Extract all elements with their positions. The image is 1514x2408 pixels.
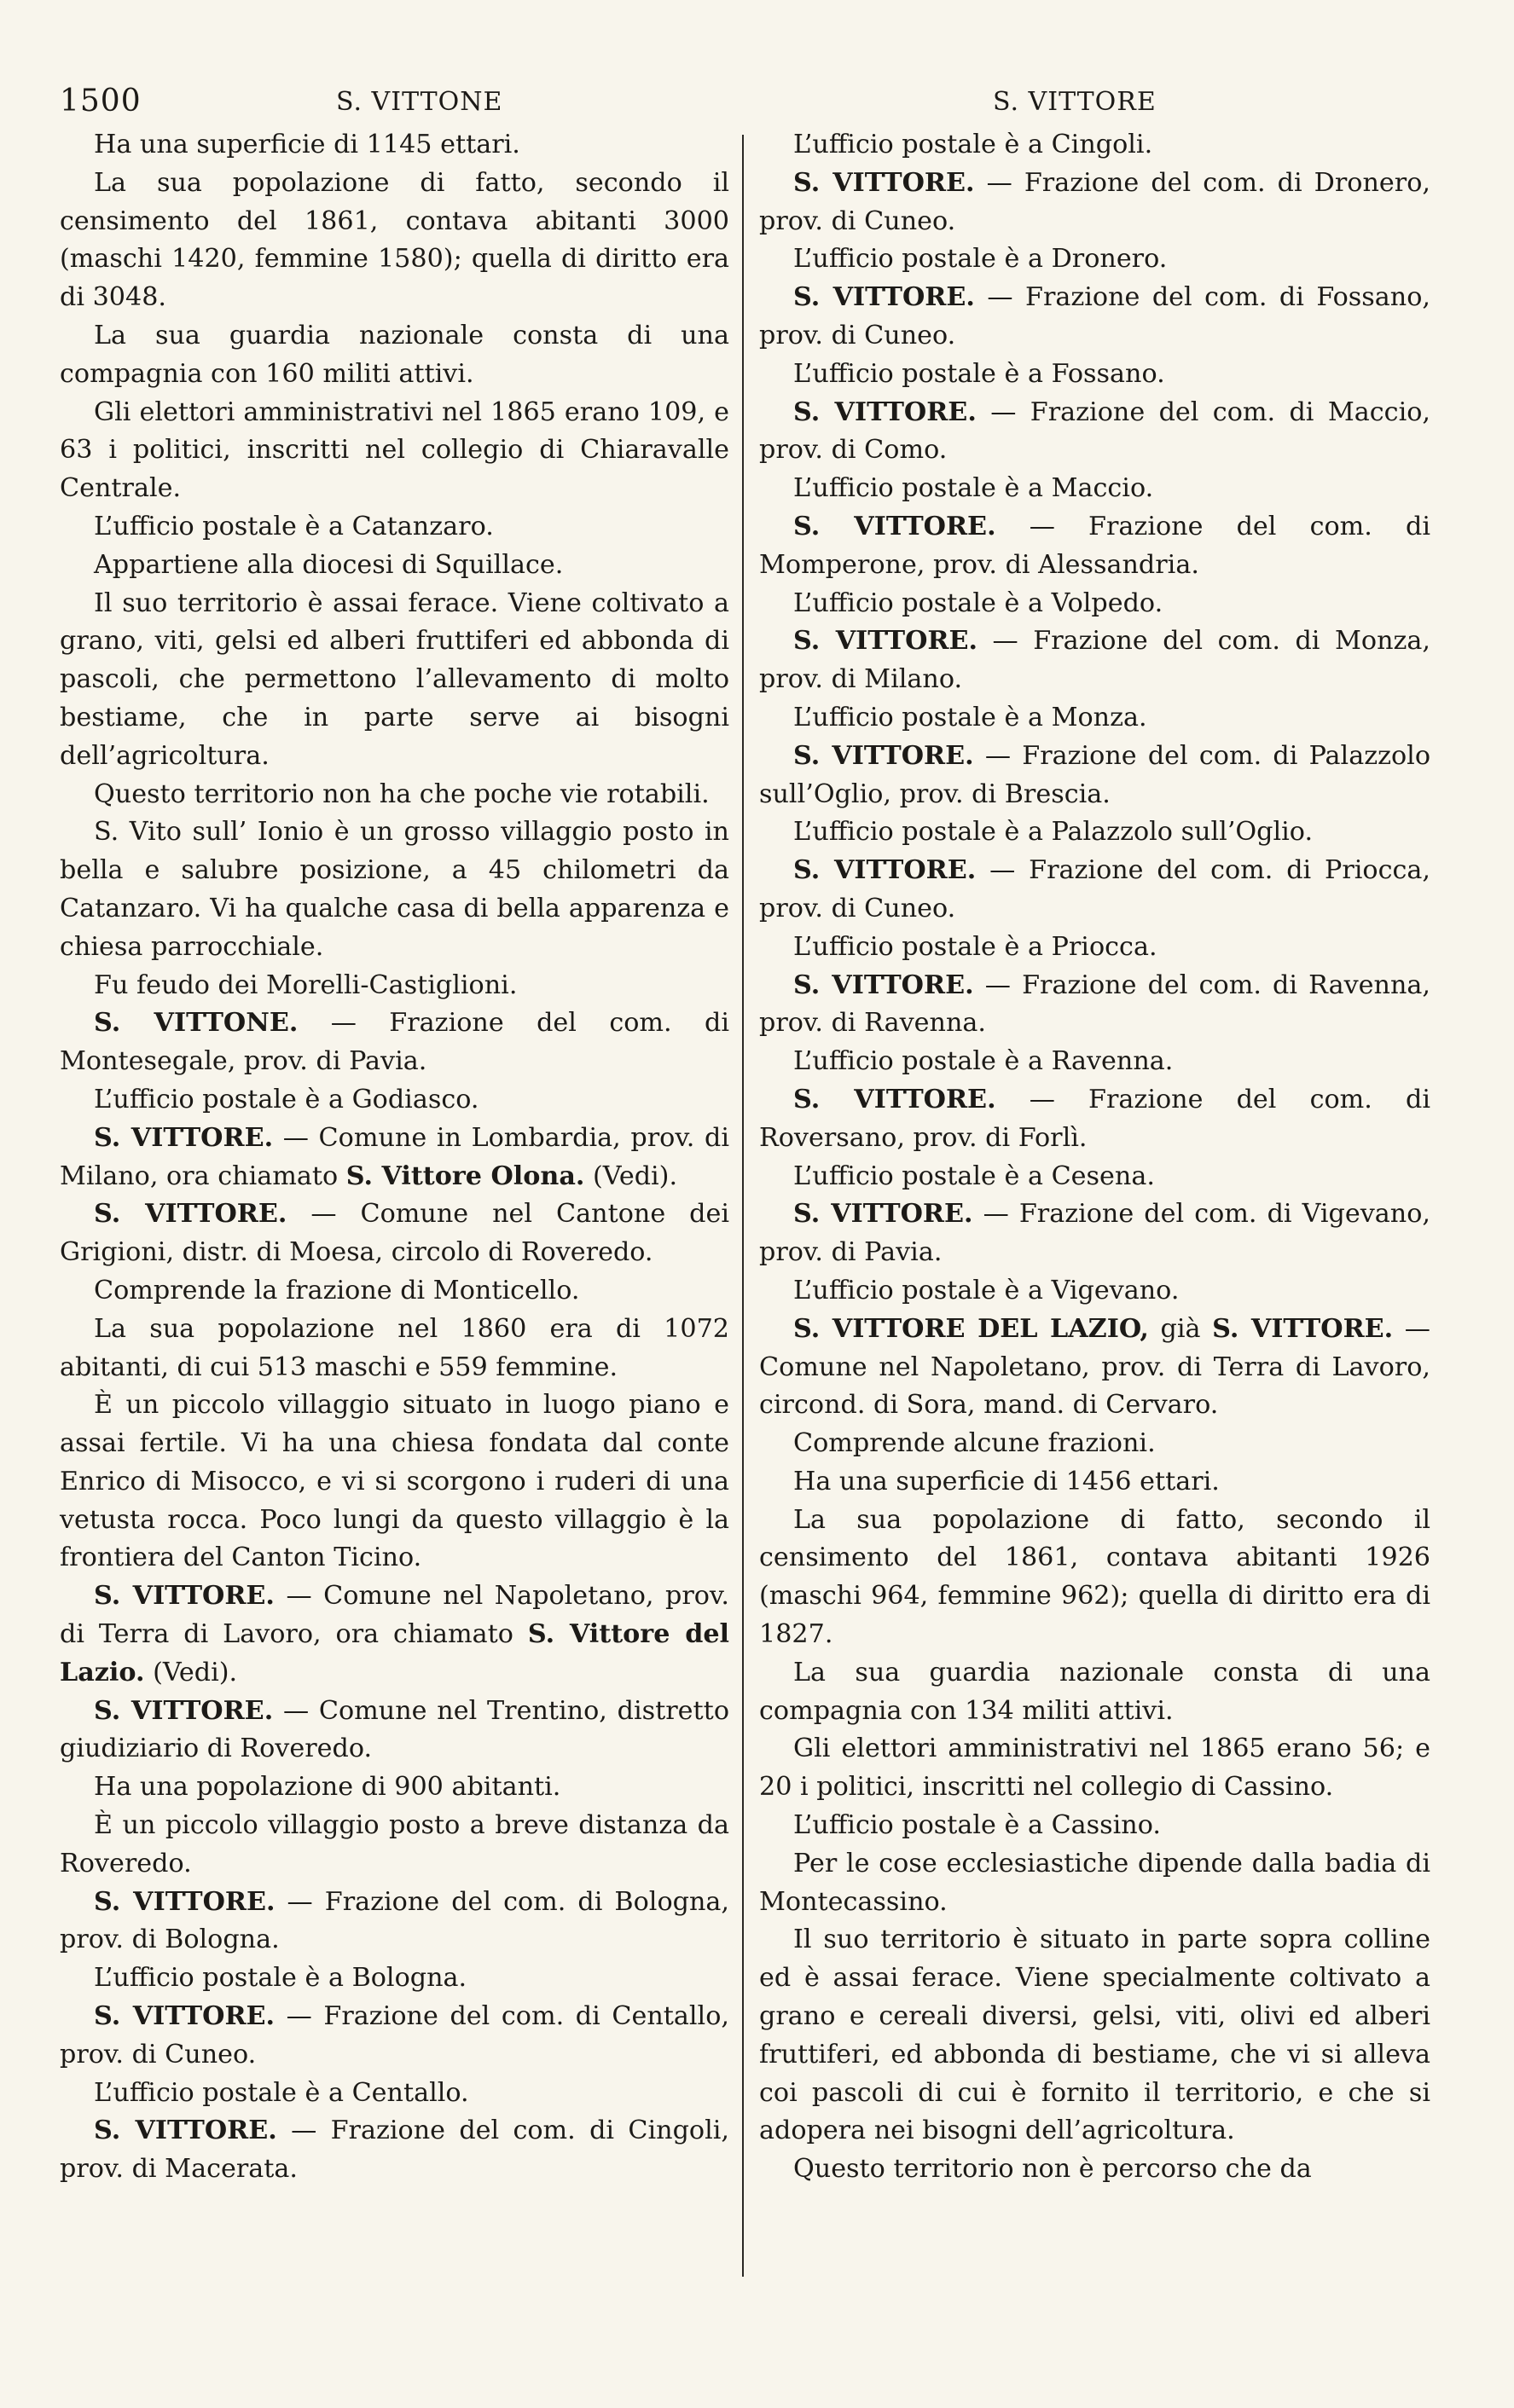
entry-paragraph	[60, 1195, 729, 1272]
entry-headword: S. VITTORE.	[94, 1199, 287, 1230]
entry-headword: S. VITTORE.	[94, 1122, 274, 1153]
text-paragraph	[60, 1081, 729, 1120]
entry-text: — Frazione del com. di Vigevano, prov. di Pavia.	[759, 1199, 1430, 1268]
entry-paragraph	[759, 394, 1430, 471]
entry-paragraph	[759, 967, 1430, 1044]
entry-text: L’ufficio postale è a Vigevano.	[793, 1275, 1180, 1305]
entry-headword: S. VITTORE.	[94, 2116, 277, 2146]
entry-headword: S. VITTORE.	[94, 1581, 275, 1612]
text-paragraph	[60, 776, 729, 814]
entry-text: — Frazione del com. di Bologna, prov. di Bologna.	[60, 1886, 729, 1955]
column-divider	[742, 135, 744, 2277]
text-paragraph	[60, 1807, 729, 1884]
text-paragraph	[759, 1730, 1430, 1807]
text-paragraph	[759, 356, 1430, 394]
entry-headword: S. VITTORE.	[94, 2001, 276, 2032]
cross-reference: S. Vittore del Lazio.	[60, 1619, 729, 1687]
text-paragraph	[60, 2075, 729, 2113]
entry-paragraph	[759, 279, 1430, 356]
entry-text: La sua popolazione di fatto, secondo il censimento del 1861, contava abitanti 3000 (maschi 1420, femmine 1580); quella di diritto era di 3048.	[60, 167, 729, 313]
text-paragraph	[759, 1043, 1430, 1081]
entry-headword: S. VITTORE DEL LAZIO,	[793, 1313, 1149, 1344]
text-paragraph	[60, 1386, 729, 1577]
text-paragraph	[60, 1768, 729, 1807]
text-paragraph	[759, 1845, 1430, 1922]
entry-text: L’ufficio postale è a Palazzolo sull’Oglio.	[793, 817, 1314, 848]
entry-text: già	[1148, 1313, 1213, 1344]
entry-text: La sua popolazione di fatto, secondo il censimento del 1861, contava abitanti 1926 (maschi 964, femmine 962); quella di diritto era di 1827.	[759, 1504, 1430, 1650]
entry-text: L’ufficio postale è a Fossano.	[793, 358, 1165, 389]
entry-text: Il suo territorio è situato in parte sopra colline ed è assai ferace. Viene specialmente coltivato a grano e cereali diversi, gelsi, viti, olivi ed alberi fruttiferi, ed abbonda di bestiame, che vi si alleva coi pascoli di cui è fornito il territorio, e che si adopera nei bisogni dell’agricoltura.	[759, 1925, 1430, 2146]
entry-text: Il suo territorio è assai ferace. Viene coltivato a grano, viti, gelsi ed alberi fruttiferi ed abbonda di pascoli, che permettono l’allevamento di molto bestiame, che in parte serve ai bisogni dell’agricoltura.	[60, 588, 729, 771]
entry-text: — Comune nel Napoletano, prov. di Terra di Lavoro, ora chiamato	[60, 1581, 729, 1650]
text-paragraph	[60, 1311, 729, 1387]
text-paragraph	[759, 126, 1430, 165]
cross-reference: S. Vittore Olona.	[345, 1161, 585, 1191]
text-paragraph	[759, 1158, 1430, 1196]
text-paragraph	[759, 699, 1430, 738]
entry-text: — Frazione del com. di Centallo, prov. di Cuneo.	[60, 2001, 729, 2069]
entry-text: Ha una superficie di 1456 ettari.	[793, 1466, 1220, 1496]
running-head-right: S. VITTORE	[993, 87, 1157, 117]
entry-paragraph	[759, 508, 1430, 585]
entry-headword: S. VITTORE.	[793, 511, 996, 541]
entry-text: L’ufficio postale è a Dronero.	[793, 244, 1168, 275]
entry-text: — Frazione del com. di Montesegale, prov. di Pavia.	[60, 1008, 729, 1077]
text-paragraph	[759, 470, 1430, 508]
entry-headword: S. VITTORE.	[793, 740, 974, 771]
entry-headword: S. VITTORE.	[94, 1695, 274, 1726]
entry-headword: S. VITTORE.	[793, 855, 977, 886]
entry-headword: S. VITTORE.	[793, 626, 977, 657]
text-paragraph	[60, 1959, 729, 1998]
entry-text: È un piccolo villaggio posto a breve distanza da Roveredo.	[60, 1810, 729, 1878]
entry-text: L’ufficio postale è a Monza.	[793, 702, 1147, 732]
entry-paragraph	[60, 1998, 729, 2075]
entry-text: Fu feudo dei Morelli-Castiglioni.	[94, 970, 518, 1000]
entry-text: — Comune nel Cantone dei Grigioni, distr. di Moesa, circolo di Roveredo.	[60, 1199, 729, 1268]
entry-paragraph	[60, 2112, 729, 2189]
entry-paragraph	[759, 622, 1430, 699]
entry-text: — Comune nel Trentino, distretto giudiziario di Roveredo.	[60, 1695, 729, 1764]
text-paragraph	[60, 508, 729, 547]
text-paragraph	[759, 813, 1430, 852]
entry-text: — Frazione del com. di Maccio, prov. di Como.	[759, 397, 1430, 466]
entry-text: La sua guardia nazionale consta di una compagnia con 160 militi attivi.	[60, 320, 729, 389]
entry-paragraph	[759, 1195, 1430, 1272]
entry-text: È un piccolo villaggio situato in luogo piano e assai fertile. Vi ha una chiesa fondata dal conte Enrico di Misocco, e vi si scorgono i ruderi di una vetusta rocca. Poco lungi da questo villaggio è la frontiera del Canton Ticino.	[60, 1390, 729, 1573]
entry-paragraph	[759, 165, 1430, 241]
entry-headword: S. VITTORE.	[793, 1084, 996, 1114]
text-paragraph	[60, 165, 729, 317]
entry-text: — Frazione del com. di Cingoli, prov. di Macerata.	[60, 2116, 729, 2185]
page-number: 1500	[60, 84, 142, 119]
text-paragraph	[60, 1272, 729, 1311]
entry-text: L’ufficio postale è a Cingoli.	[793, 130, 1153, 159]
entry-text: Comprende alcune frazioni.	[793, 1428, 1156, 1459]
entry-text: Ha una superficie di 1145 ettari.	[94, 130, 520, 159]
entry-text: (Vedi).	[584, 1161, 678, 1191]
entry-text: L’ufficio postale è a Godiasco.	[94, 1084, 479, 1114]
entry-text: Questo territorio non è percorso che da	[793, 2154, 1312, 2185]
entry-text: Appartiene alla diocesi di Squillace.	[94, 549, 564, 580]
text-paragraph	[759, 1502, 1430, 1654]
entry-text: — Frazione del com. di Dronero, prov. di Cuneo.	[759, 167, 1430, 236]
left-column	[60, 126, 729, 2189]
text-paragraph	[759, 1807, 1430, 1845]
entry-paragraph	[759, 852, 1430, 929]
entry-text: Gli elettori amministrativi nel 1865 erano 109, e 63 i politici, inscritti nel collegio di Chiaravalle Centrale.	[60, 397, 729, 504]
text-paragraph	[759, 1463, 1430, 1502]
entry-text: — Frazione del com. di Monza, prov. di Milano.	[759, 626, 1431, 695]
entry-text: L’ufficio postale è a Catanzaro.	[94, 511, 494, 541]
cross-reference: S. VITTORE.	[1212, 1313, 1394, 1344]
running-head-left: S. VITTONE	[336, 87, 503, 117]
entry-headword: S. VITTORE.	[94, 1886, 276, 1917]
entry-text: — Comune in Lombardia, prov. di Milano, ora chiamato	[60, 1122, 729, 1191]
entry-text: L’ufficio postale è a Cesena.	[793, 1161, 1155, 1191]
entry-text: — Frazione del com. di Fossano, prov. di Cuneo.	[759, 282, 1430, 350]
entry-text: Gli elettori amministrativi nel 1865 erano 56; e 20 i politici, inscritti nel collegio di Cassino.	[759, 1734, 1430, 1803]
entry-text: S. Vito sull’ Ionio è un grosso villaggio posto in bella e salubre posizione, a 45 chilometri da Catanzaro. Vi ha qualche casa di bella apparenza e chiesa parrocchiale.	[60, 817, 729, 962]
text-paragraph	[759, 2150, 1430, 2189]
text-paragraph	[60, 813, 729, 966]
entry-text: L’ufficio postale è a Maccio.	[793, 473, 1154, 504]
entry-text: — Frazione del com. di Ravenna, prov. di Ravenna.	[759, 970, 1430, 1039]
entry-text: Comprende la frazione di Monticello.	[94, 1275, 580, 1305]
entry-text: L’ufficio postale è a Cassino.	[793, 1810, 1161, 1841]
entry-text: L’ufficio postale è a Bologna.	[94, 1963, 467, 1994]
entry-headword: S. VITTORE.	[793, 397, 977, 427]
entry-text: La sua popolazione nel 1860 era di 1072 abitanti, di cui 513 maschi e 559 femmine.	[60, 1313, 729, 1382]
text-paragraph	[759, 1272, 1430, 1311]
entry-text: L’ufficio postale è a Ravenna.	[793, 1046, 1174, 1077]
entry-headword: S. VITTORE.	[793, 1199, 973, 1230]
entry-paragraph	[60, 1577, 729, 1692]
text-paragraph	[759, 929, 1430, 967]
text-paragraph	[60, 967, 729, 1005]
entry-text: — Comune nel Napoletano, prov. di Terra di Lavoro, circond. di Sora, mand. di Cervaro.	[759, 1313, 1430, 1421]
text-paragraph	[759, 1654, 1430, 1731]
text-paragraph	[759, 1921, 1430, 2150]
entry-headword: S. VITTONE.	[94, 1008, 299, 1039]
text-paragraph	[60, 547, 729, 585]
entry-text: L’ufficio postale è a Volpedo.	[793, 588, 1163, 618]
entry-text: Questo territorio non ha che poche vie rotabili.	[94, 779, 710, 809]
text-paragraph	[60, 317, 729, 394]
text-paragraph	[759, 585, 1430, 623]
entry-headword: S. VITTORE.	[793, 282, 975, 313]
entry-text: Ha una popolazione di 900 abitanti.	[94, 1772, 561, 1803]
entry-text: La sua guardia nazionale consta di una compagnia con 134 militi attivi.	[759, 1657, 1430, 1726]
entry-text: L’ufficio postale è a Priocca.	[793, 931, 1157, 962]
entry-text: — Frazione del com. di Palazzolo sull’Oglio, prov. di Brescia.	[759, 740, 1431, 809]
entry-text: — Frazione del com. di Roversano, prov. di Forlì.	[759, 1084, 1430, 1153]
right-column	[759, 126, 1430, 2189]
text-paragraph	[60, 394, 729, 508]
entry-paragraph	[60, 1693, 729, 1769]
entry-text: — Frazione del com. di Priocca, prov. di Cuneo.	[759, 855, 1430, 923]
entry-paragraph	[60, 1120, 729, 1196]
entry-text: L’ufficio postale è a Centallo.	[94, 2077, 469, 2108]
entry-paragraph	[759, 1311, 1430, 1425]
entry-paragraph	[759, 1081, 1430, 1158]
entry-text: Per le cose ecclesiastiche dipende dalla badia di Montecassino.	[759, 1848, 1430, 1917]
entry-text: — Frazione del com. di Momperone, prov. di Alessandria.	[759, 511, 1430, 580]
entry-paragraph	[759, 738, 1430, 814]
text-paragraph	[60, 585, 729, 776]
text-paragraph	[60, 126, 729, 165]
entry-headword: S. VITTORE.	[793, 167, 975, 198]
entry-headword: S. VITTORE.	[793, 970, 974, 1000]
entry-paragraph	[60, 1004, 729, 1081]
text-paragraph	[759, 240, 1430, 279]
entry-text: (Vedi).	[144, 1657, 238, 1687]
entry-paragraph	[60, 1884, 729, 1960]
text-paragraph	[759, 1425, 1430, 1463]
